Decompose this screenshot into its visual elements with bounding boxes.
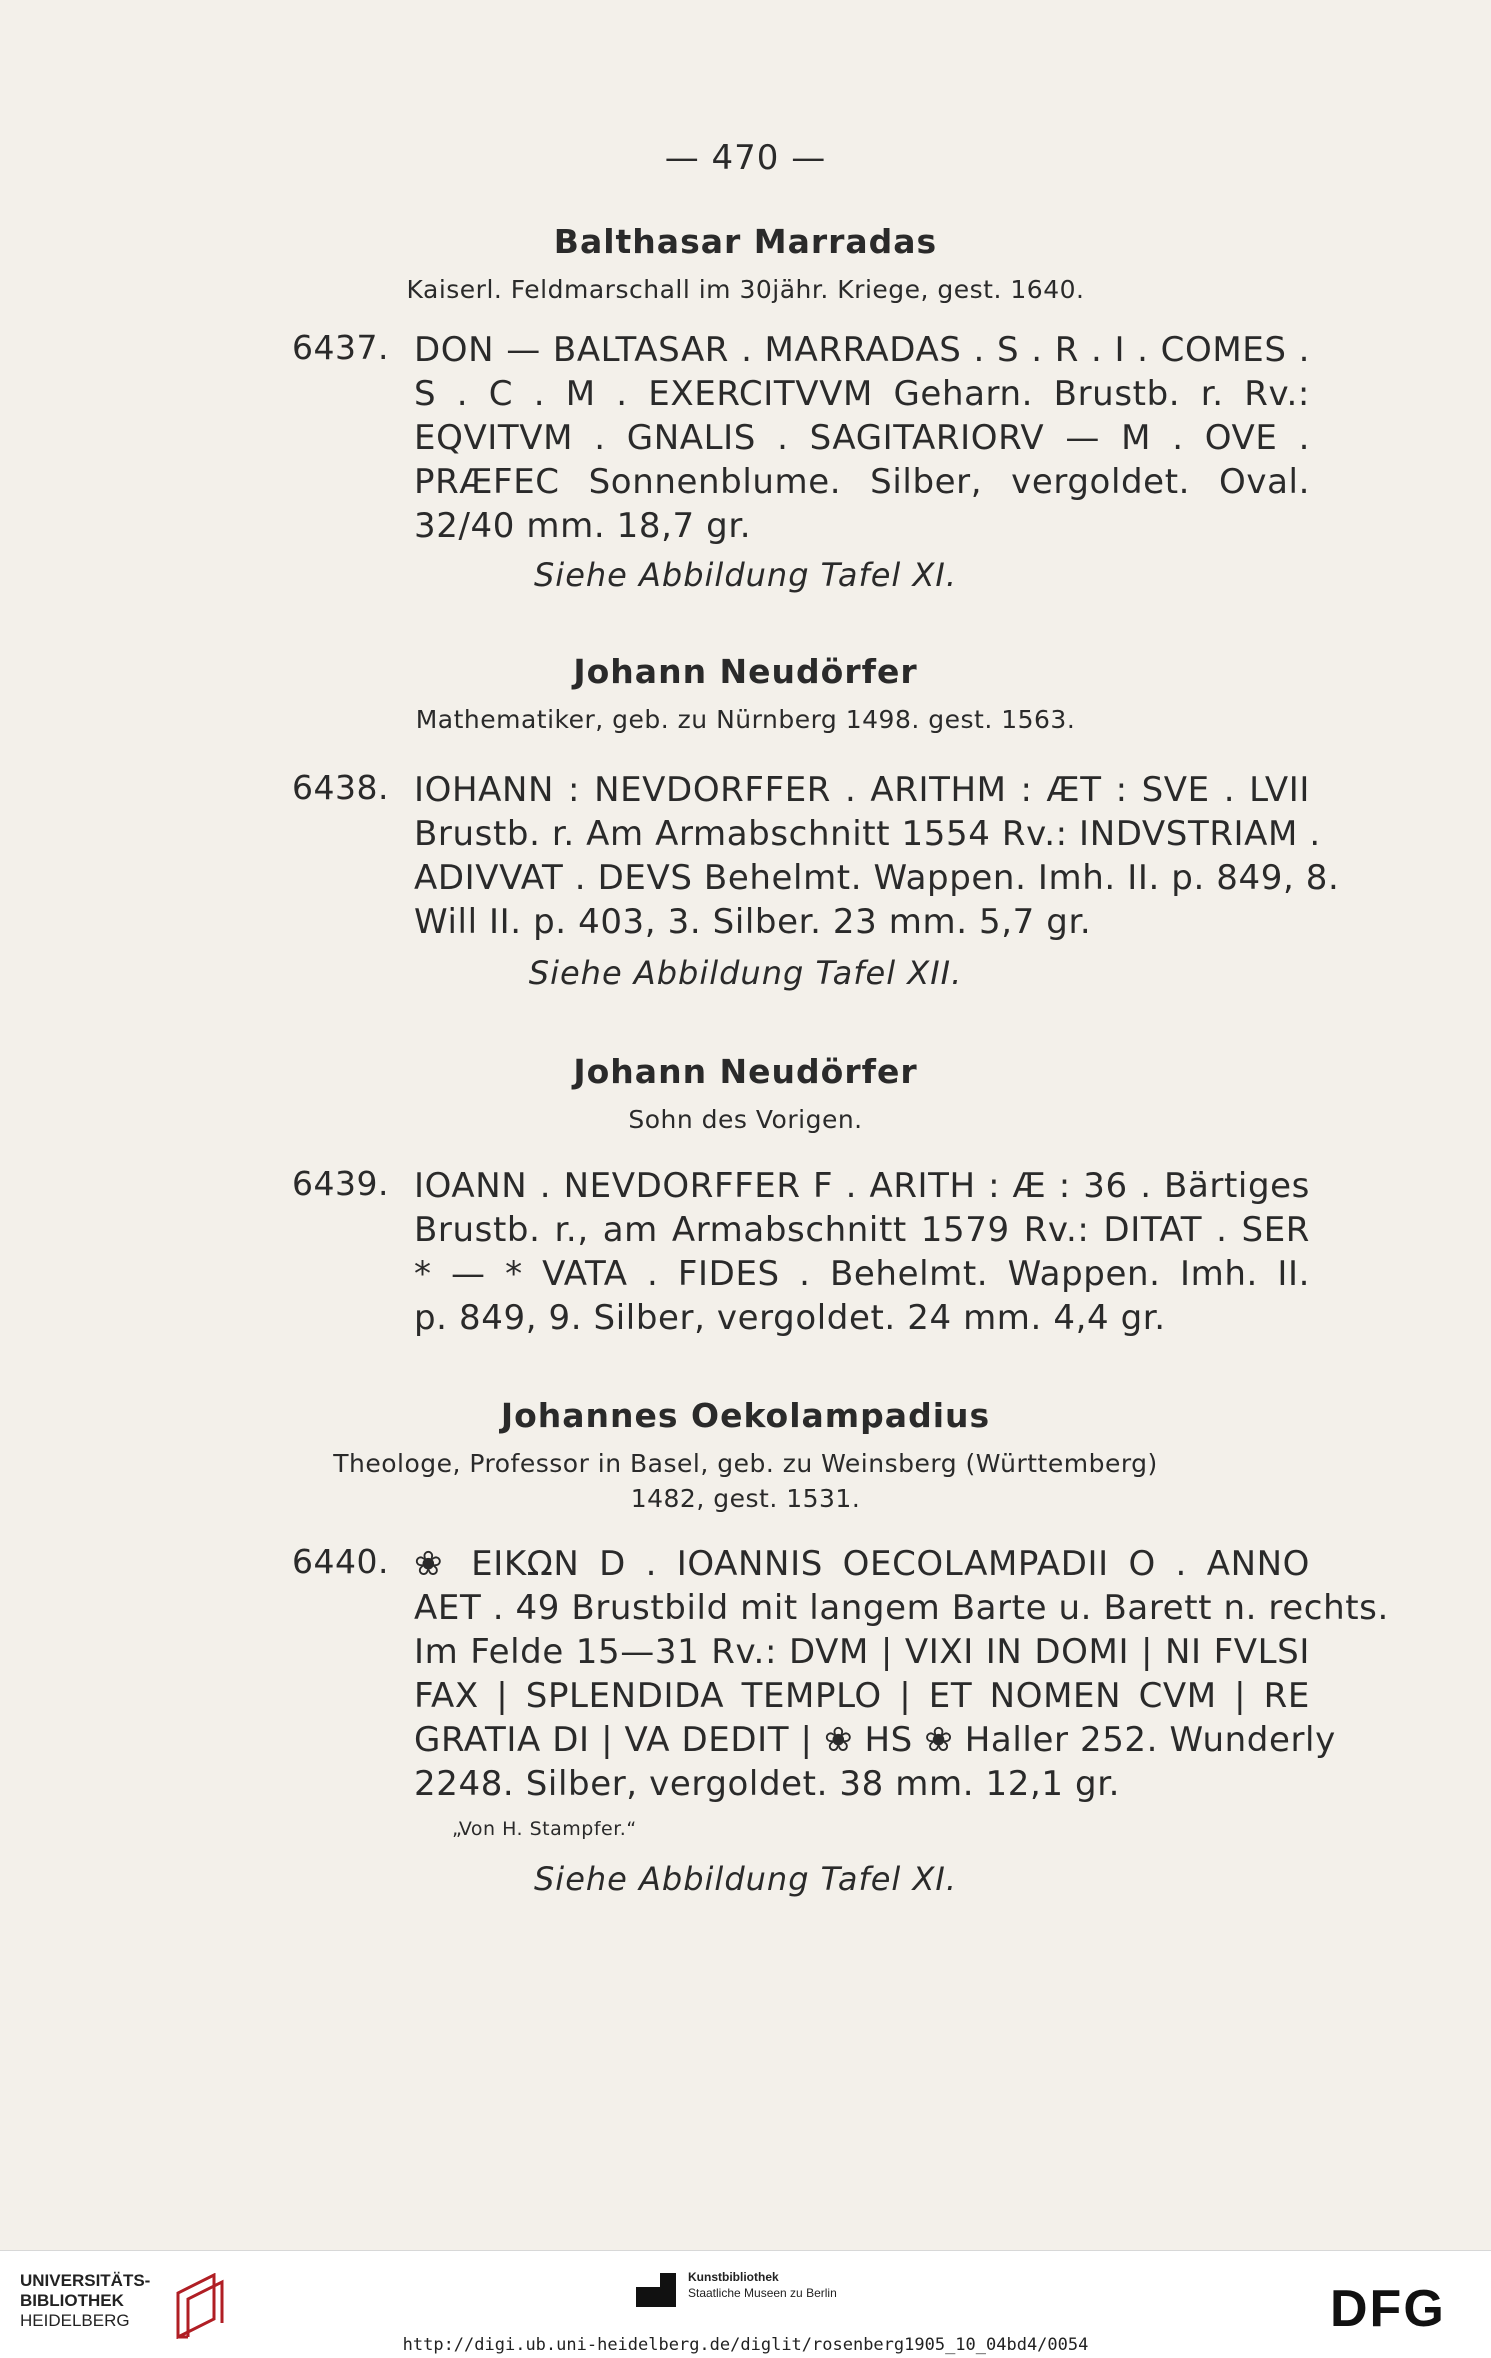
plate-reference: Siehe Abbildung Tafel XI. — [533, 556, 958, 594]
entry-text — [414, 1542, 1389, 1806]
page-number: — 470 — — [664, 138, 827, 178]
kb-name: Kunstbibliothek — [688, 2270, 779, 2284]
section-heading: Johannes Oekolampadius — [500, 1396, 991, 1435]
ub-line: UNIVERSITÄTS- — [20, 2271, 151, 2290]
entry-line: * — * VATA . FIDES . Behelmt. Wappen. Imh. II. — [414, 1254, 1310, 1294]
section-neudoerfer — [0, 652, 1491, 734]
entry-number: 6439. — [292, 1164, 389, 1203]
section-oekolampadius — [0, 1396, 1491, 1513]
entry-line: FAX | SPLENDIDA TEMPLO | ET NOMEN CVM | RE — [414, 1676, 1310, 1716]
entry-line: 2248. Silber, vergoldet. 38 mm. 12,1 gr. — [414, 1764, 1121, 1804]
entry-number: 6437. — [292, 328, 389, 367]
section-subtitle: Kaiserl. Feldmarschall im 30jähr. Kriege, gest. 1640. — [406, 275, 1085, 304]
entry-line: IOANN . NEVDORFFER F . ARITH : Æ : 36 . Bärtiges — [414, 1166, 1310, 1206]
section-subtitle: Theologe, Professor in Basel, geb. zu Weinsberg (Württemberg) — [333, 1449, 1158, 1478]
section-subtitle: Mathematiker, geb. zu Nürnberg 1498. gest. 1563. — [415, 705, 1076, 734]
entry-line: p. 849, 9. Silber, vergoldet. 24 mm. 4,4 gr. — [414, 1298, 1166, 1338]
section-heading: Johann Neudörfer — [573, 1052, 918, 1091]
kunstbibliothek-logo[interactable] — [636, 2267, 896, 2327]
dfg-logo[interactable]: DFG — [1330, 2280, 1446, 2338]
ub-heidelberg-logo[interactable] — [20, 2271, 220, 2341]
section-subtitle: Sohn des Vorigen. — [628, 1105, 863, 1134]
ub-heidelberg-text — [20, 2271, 150, 2331]
entry-line: PRÆFEC Sonnenblume. Silber, vergoldet. Oval. — [414, 462, 1310, 502]
section-marradas — [0, 222, 1491, 304]
kunstbibliothek-icon — [636, 2273, 676, 2307]
kunstbibliothek-text — [688, 2269, 837, 2301]
entry-line: AET . 49 Brustbild mit langem Barte u. Barett n. rechts. — [414, 1588, 1389, 1628]
section-heading: Balthasar Marradas — [553, 222, 938, 261]
section-neudoerfer-son — [0, 1052, 1491, 1134]
entry-line: Im Felde 15—31 Rv.: DVM | VIXI IN DOMI | NI FVLSI — [414, 1632, 1310, 1672]
entry-line: 32/40 mm. 18,7 gr. — [414, 506, 752, 546]
entry-line: ADIVVAT . DEVS Behelmt. Wappen. Imh. II. p. 849, 8. — [414, 858, 1340, 898]
kb-sub: Staatliche Museen zu Berlin — [688, 2286, 837, 2300]
entry-text — [414, 1164, 1310, 1340]
ub-line: HEIDELBERG — [20, 2311, 130, 2330]
entry-number: 6438. — [292, 768, 389, 807]
entry-line: Brustb. r. Am Armabschnitt 1554 Rv.: INDVSTRIAM . — [414, 814, 1321, 854]
entry-line: ❀ EIKΩN D . IOANNIS OECOLAMPADII O . ANNO — [414, 1544, 1310, 1584]
entry-line: GRATIA DI | VA DEDIT | ❀ HS ❀ Haller 252. Wunderly — [414, 1720, 1336, 1760]
entry-line: S . C . M . EXERCITVVM Geharn. Brustb. r. Rv.: — [414, 374, 1310, 414]
ub-line: BIBLIOTHEK — [20, 2291, 124, 2310]
entry-line: Will II. p. 403, 3. Silber. 23 mm. 5,7 gr. — [414, 902, 1092, 942]
digitization-footer — [0, 2250, 1491, 2358]
attribution-quote: „Von H. Stampfer.“ — [452, 1818, 637, 1840]
entry-line: IOHANN : NEVDORFFER . ARITHM : ÆT : SVE . LVII — [414, 770, 1310, 810]
entry-number: 6440. — [292, 1542, 389, 1581]
section-heading: Johann Neudörfer — [573, 652, 918, 691]
entry-line: Brustb. r., am Armabschnitt 1579 Rv.: DITAT . SER — [414, 1210, 1310, 1250]
ub-mark-icon — [170, 2273, 226, 2339]
entry-line: DON — BALTASAR . MARRADAS . S . R . I . COMES . — [414, 330, 1310, 370]
plate-reference: Siehe Abbildung Tafel XII. — [528, 954, 963, 992]
entry-text — [414, 328, 1310, 548]
entry-line: EQVITVM . GNALIS . SAGITARIORV — M . OVE . — [414, 418, 1310, 458]
section-subtitle-cont: 1482, gest. 1531. — [630, 1484, 861, 1513]
plate-reference: Siehe Abbildung Tafel XI. — [533, 1860, 958, 1898]
permalink-url[interactable]: http://digi.ub.uni-heidelberg.de/diglit/rosenberg1905_10_04bd4/0054 — [402, 2335, 1089, 2355]
entry-text — [414, 768, 1340, 944]
